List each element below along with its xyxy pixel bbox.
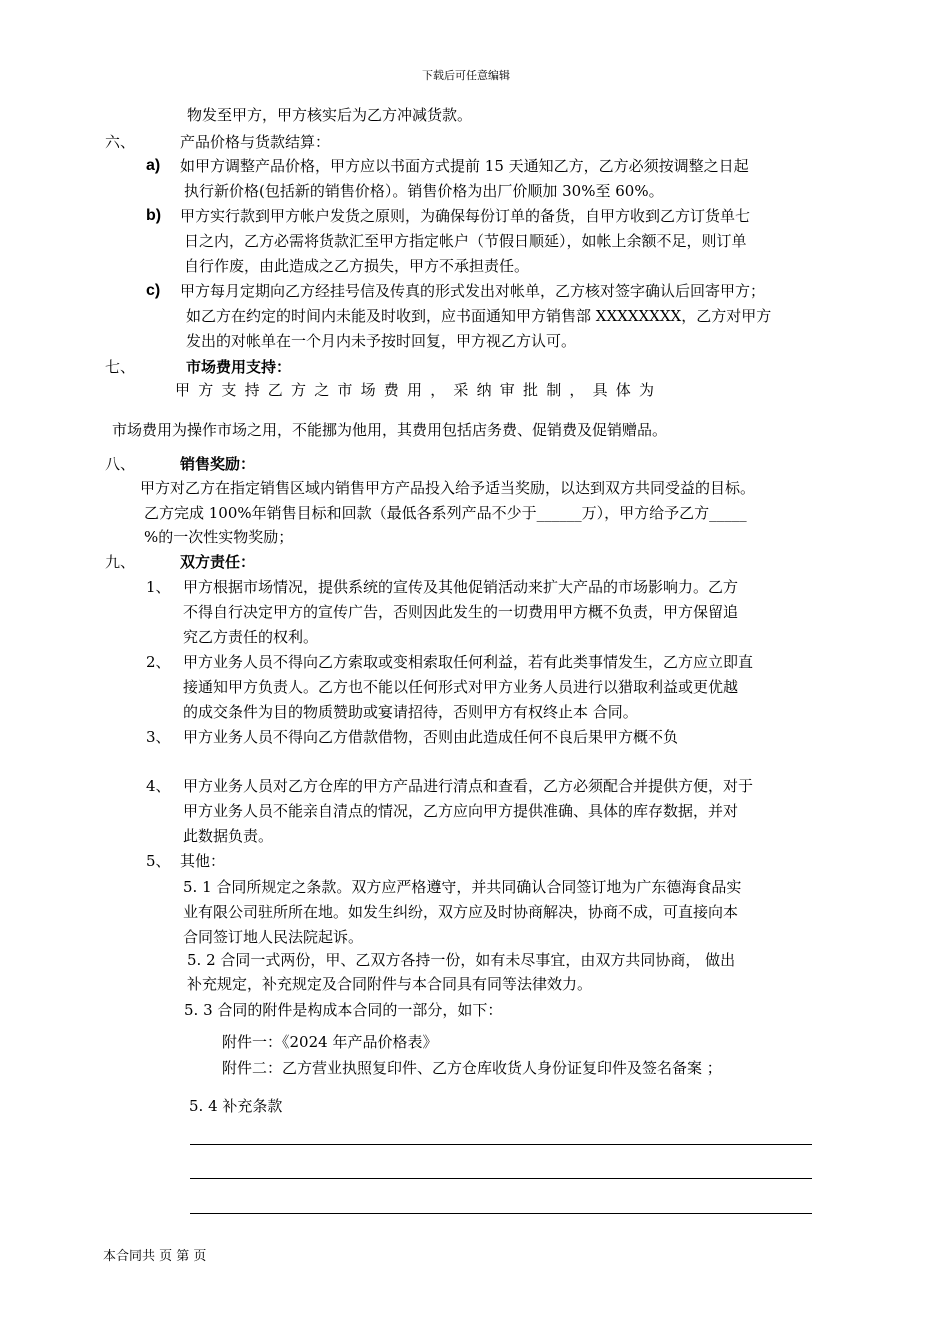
item-b-marker: b)	[146, 207, 162, 224]
item-c-line-1: 甲方每月定期向乙方经挂号信及传真的形式发出对帐单，乙方核对签字确认后回寄甲方；	[180, 282, 766, 300]
item-5-number: 5、	[146, 852, 171, 870]
item-b-line-1: 甲方实行款到甲方帐户发货之原则，为确保每份订单的备货，自甲方收到乙方订货单七	[180, 207, 751, 225]
item-2-line-3: 的成交条件为目的物质赞助或宴请招待，否则甲方有权终止本 合同。	[183, 703, 638, 721]
item-b-line-3: 自行作废，由此造成之乙方损失，甲方不承担责任。	[184, 257, 530, 275]
attachment-1: 附件一：《2024 年产品价格表》	[222, 1033, 438, 1051]
section-8-line-2: 乙方完成 100%年销售目标和回款（最低各系列产品不少于______万），甲方给予乙方_____	[144, 504, 747, 522]
item-a-line-1: 如甲方调整产品价格，甲方应以书面方式提前 15 天通知乙方，乙方必须按调整之日起	[180, 157, 749, 175]
item-1-line-3: 究乙方责任的权利。	[183, 628, 319, 646]
blank-line-3	[190, 1213, 812, 1214]
item-5-title: 其他：	[180, 852, 226, 870]
item-b-line-2: 日之内，乙方必需将货款汇至甲方指定帐户（节假日顺延），如帐上余额不足，则订单	[184, 232, 747, 250]
section-7-line-2: 市场费用为操作市场之用，不能挪为他用，其费用包括店务费、促销费及促销赠品。	[112, 421, 668, 439]
section-8-line-3: %的一次性实物奖励；	[144, 528, 294, 546]
item-1-line-1: 甲方根据市场情况，提供系统的宣传及其他促销活动来扩大产品的市场影响力。乙方	[183, 578, 739, 596]
item-a-line-2: 执行新价格(包括新的销售价格）。销售价格为出厂价顺加 30%至 60%。	[184, 182, 664, 200]
section-8-number: 八、	[105, 455, 136, 473]
item-3-line-1: 甲方业务人员不得向乙方借款借物，否则由此造成任何不良后果甲方概不负	[183, 728, 679, 746]
clause-5-4: 5. 4 补充条款	[189, 1097, 283, 1115]
blank-line-1	[190, 1144, 812, 1145]
attachment-2: 附件二：乙方营业执照复印件、乙方仓库收货人身份证复印件及签名备案 ；	[222, 1059, 722, 1077]
section-6-number: 六、	[105, 133, 136, 151]
item-c-line-2: 如乙方在约定的时间内未能及时收到，应书面通知甲方销售部 XXXXXXXX，乙方对甲方	[186, 307, 772, 325]
page-footer: 本合同共 页 第 页	[103, 1249, 207, 1264]
page-header: 下载后可任意编辑	[422, 69, 510, 82]
section-6-title: 产品价格与货款结算：	[180, 133, 331, 151]
clause-5-2-line-2: 补充规定，补充规定及合同附件与本合同具有同等法律效力。	[187, 975, 593, 993]
clause-5-2-line-1: 5. 2 合同一式两份，甲、乙双方各持一份，如有未尽事宜，由双方共同协商， 做出	[187, 951, 736, 969]
item-3-number: 3、	[146, 728, 171, 746]
item-4-line-2: 甲方业务人员不能亲自清点的情况，乙方应向甲方提供准确、具体的库存数据，并对	[183, 802, 739, 820]
clause-5-1-line-2: 业有限公司驻所所在地。如发生纠纷，双方应及时协商解决，协商不成，可直接向本	[183, 903, 739, 921]
section-7-title: 市场费用支持：	[186, 358, 292, 376]
section-8-line-1: 甲方对乙方在指定销售区域内销售甲方产品投入给予适当奖励，以达到双方共同受益的目标。	[140, 479, 756, 497]
clause-5-1-line-3: 合同签订地人民法院起诉。	[183, 928, 364, 946]
section-9-number: 九、	[105, 553, 136, 571]
section-8-title: 销售奖励：	[180, 455, 256, 473]
intro-line: 物发至甲方，甲方核实后为乙方冲减货款。	[187, 106, 473, 124]
item-c-marker: c)	[146, 282, 161, 299]
item-4-line-3: 此数据负责。	[183, 827, 274, 845]
blank-line-2	[190, 1178, 812, 1179]
item-2-number: 2、	[146, 653, 171, 671]
item-a-marker: a)	[146, 157, 161, 174]
item-1-number: 1、	[146, 578, 171, 596]
item-1-line-2: 不得自行决定甲方的宣传广告，否则因此发生的一切费用甲方概不负责，甲方保留追	[183, 603, 739, 621]
item-c-line-3: 发出的对帐单在一个月内未予按时回复，甲方视乙方认可。	[186, 332, 577, 350]
section-9-title: 双方责任：	[180, 553, 256, 571]
item-2-line-2: 接通知甲方负责人。乙方也不能以任何形式对甲方业务人员进行以猎取利益或更优越	[183, 678, 739, 696]
item-4-number: 4、	[146, 777, 171, 795]
section-7-line-1: 甲方支持乙方之市场费用，采纳审批制，具体为	[175, 381, 663, 399]
item-4-line-1: 甲方业务人员对乙方仓库的甲方产品进行清点和查看，乙方必须配合并提供方便，对于	[183, 777, 754, 795]
clause-5-1-line-1: 5. 1 合同所规定之条款。双方应严格遵守，并共同确认合同签订地为广东德海食品实	[183, 878, 742, 896]
item-2-line-1: 甲方业务人员不得向乙方索取或变相索取任何利益，若有此类事情发生，乙方应立即直	[183, 653, 754, 671]
clause-5-3-line-1: 5. 3 合同的附件是构成本合同的一部分，如下：	[184, 1001, 503, 1019]
section-7-number: 七、	[105, 358, 136, 376]
